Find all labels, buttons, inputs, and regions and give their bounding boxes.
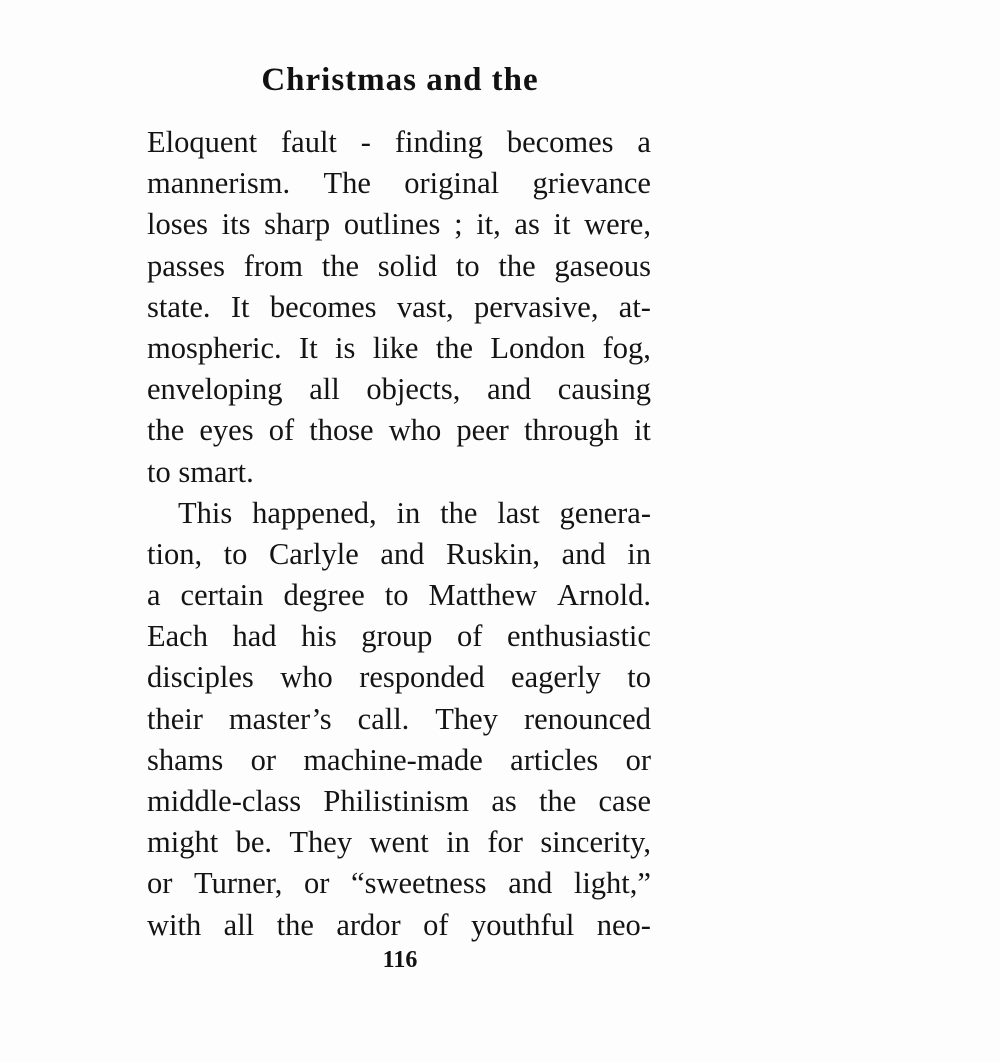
word: at- xyxy=(618,289,651,324)
word: state. xyxy=(147,289,211,324)
word: London xyxy=(490,330,586,365)
word: The xyxy=(323,166,371,201)
word: It xyxy=(299,330,318,365)
word: fault xyxy=(281,125,337,159)
word: the xyxy=(435,330,474,365)
word: or xyxy=(625,742,651,777)
text-line xyxy=(147,740,651,781)
word: becomes xyxy=(269,289,377,324)
word: disciples xyxy=(147,660,254,695)
text-line xyxy=(147,122,651,163)
word: Philistinism xyxy=(323,784,470,818)
word: genera- xyxy=(559,495,651,530)
word: pervasive, xyxy=(473,289,599,324)
word: machine-made xyxy=(303,742,483,777)
word: it, xyxy=(476,207,501,242)
word: as xyxy=(491,784,517,818)
paragraph-1 xyxy=(147,122,651,493)
text-line xyxy=(147,575,651,616)
text-line xyxy=(147,616,651,657)
word: sincerity, xyxy=(540,825,651,860)
word: his xyxy=(301,619,337,654)
word: gaseous xyxy=(554,248,651,283)
word: They xyxy=(289,825,353,860)
page-number: 116 xyxy=(382,947,418,973)
word: in xyxy=(446,825,470,860)
word: to xyxy=(455,248,480,283)
word: its xyxy=(221,207,251,242)
paragraph-2 xyxy=(147,493,651,946)
word: ardor xyxy=(336,907,401,942)
text-line xyxy=(147,328,651,369)
word: had xyxy=(232,619,277,654)
word: to xyxy=(384,578,409,613)
word: it xyxy=(553,207,571,242)
word: causing xyxy=(557,372,651,407)
word: for xyxy=(487,825,523,860)
word: certain xyxy=(180,578,264,613)
word: with xyxy=(147,907,202,942)
word: went xyxy=(369,825,429,860)
text-line xyxy=(147,781,651,822)
word: mannerism. xyxy=(147,166,291,201)
word: of xyxy=(423,907,449,942)
word: It xyxy=(230,289,250,324)
word: were, xyxy=(584,207,651,242)
word: group xyxy=(361,619,433,654)
text-line xyxy=(147,534,651,575)
word: Carlyle xyxy=(268,536,359,571)
word: and xyxy=(380,536,425,571)
word: finding xyxy=(394,125,483,159)
text-line xyxy=(147,452,651,493)
text-line xyxy=(147,863,651,904)
word: as xyxy=(514,207,540,242)
text-line xyxy=(147,369,651,410)
text-line xyxy=(147,163,651,204)
word: renounced xyxy=(523,701,651,736)
word: solid xyxy=(377,248,438,283)
text-line xyxy=(147,246,651,287)
word: shams xyxy=(147,742,224,777)
word: Eloquent xyxy=(147,125,258,159)
word: their xyxy=(147,701,203,736)
word: loses xyxy=(147,207,208,242)
running-head: Christmas and the xyxy=(261,62,539,98)
word: becomes xyxy=(506,125,614,159)
word: the xyxy=(147,413,185,448)
word: like xyxy=(372,330,419,365)
word: the xyxy=(276,907,314,942)
word: This xyxy=(178,495,233,530)
word: to xyxy=(223,536,248,571)
word: from xyxy=(243,248,303,283)
word: degree xyxy=(283,578,365,613)
word: fog, xyxy=(602,330,651,365)
word: middle-class xyxy=(147,784,302,818)
word: neo- xyxy=(596,907,651,942)
word: might xyxy=(147,825,219,860)
word: master’s xyxy=(228,701,332,736)
word: the xyxy=(539,784,577,818)
word: of xyxy=(456,619,483,654)
word: in xyxy=(396,495,421,530)
text-line xyxy=(147,493,651,534)
word: Matthew xyxy=(428,578,537,613)
word: or xyxy=(250,742,276,777)
word: who xyxy=(388,413,442,448)
word: Turner, xyxy=(194,866,283,901)
text-line xyxy=(147,287,651,328)
word: last xyxy=(497,495,540,530)
word: ; xyxy=(454,207,463,242)
word: to xyxy=(147,454,171,489)
word: and xyxy=(561,536,606,571)
text-line xyxy=(147,204,651,245)
word: all xyxy=(223,907,255,942)
word: in xyxy=(627,536,651,571)
word: to xyxy=(627,660,651,695)
word: eyes xyxy=(199,413,254,448)
word: happened, xyxy=(252,495,377,530)
word: outlines xyxy=(343,207,441,242)
word: responded xyxy=(359,660,485,695)
word: case xyxy=(598,784,651,818)
word: eagerly xyxy=(511,660,601,695)
word: “sweetness xyxy=(351,866,487,901)
word: the xyxy=(498,248,536,283)
word: a xyxy=(637,125,651,159)
word: and xyxy=(508,866,553,901)
word: through xyxy=(523,413,619,448)
word: all xyxy=(309,372,340,407)
word: passes xyxy=(147,248,225,283)
word: peer xyxy=(456,413,509,448)
word: those xyxy=(309,413,374,448)
word: who xyxy=(280,660,333,695)
word: it xyxy=(633,413,651,448)
word: They xyxy=(435,701,498,736)
word: Arnold. xyxy=(556,578,651,613)
word: grievance xyxy=(532,166,651,201)
text-line xyxy=(147,699,651,740)
word: articles xyxy=(510,742,599,777)
word: smart. xyxy=(178,454,254,489)
word: mospheric. xyxy=(147,330,282,365)
word: call. xyxy=(357,701,410,736)
word: the xyxy=(321,248,360,283)
word: objects, xyxy=(366,372,461,407)
word: enveloping xyxy=(147,372,283,407)
word: or xyxy=(304,866,330,901)
text-line xyxy=(147,905,651,946)
word: light,” xyxy=(573,866,651,901)
word: be. xyxy=(235,825,272,860)
body-text xyxy=(147,122,651,946)
word: - xyxy=(360,125,371,159)
word: sharp xyxy=(264,207,331,242)
word: and xyxy=(487,372,532,407)
word: enthusiastic xyxy=(506,619,651,654)
word: a xyxy=(147,578,161,613)
word: Each xyxy=(147,619,208,654)
text-line xyxy=(147,410,651,451)
word: of xyxy=(268,413,295,448)
text-line xyxy=(147,822,651,863)
word: vast, xyxy=(396,289,454,324)
word: or xyxy=(147,866,173,901)
text-line xyxy=(147,657,651,698)
word: youthful xyxy=(470,907,575,942)
word: tion, xyxy=(147,536,203,571)
word: Ruskin, xyxy=(445,536,541,571)
word: original xyxy=(404,166,500,201)
word: is xyxy=(335,330,356,365)
word: the xyxy=(440,495,478,530)
